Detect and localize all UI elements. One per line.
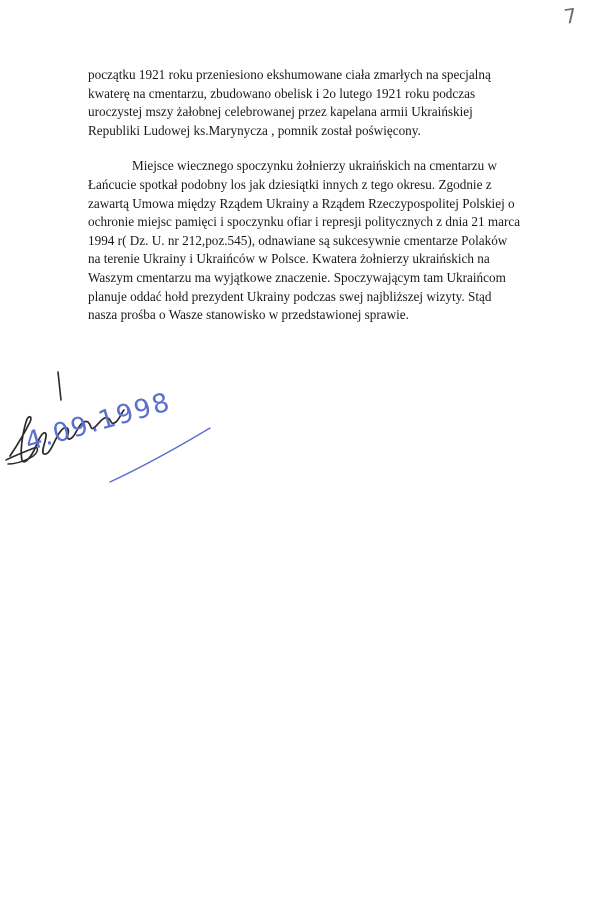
paragraph-2-line-4: ochronie miejsc pamięci i spoczynku ofiar i represji politycznych z dnia 21 marca <box>88 214 521 230</box>
paragraph-1-line-3: uroczystej mszy żałobnej celebrowanej przez kapelana armii Ukraińskiej <box>88 104 473 120</box>
paragraph-1 <box>88 66 558 140</box>
paragraph-1-line-2: kwaterę na cmentarzu, zbudowano obelisk i 2o lutego 1921 roku podczas <box>88 85 476 101</box>
page-number: 7 <box>562 3 579 29</box>
paragraph-2-line-9: nasza prośba o Wasze stanowisko w przedstawionej sprawie. <box>88 307 409 323</box>
paragraph-2-line-5: 1994 r( Dz. U. nr 212,poz.545), odnawiane są sukcesywnie cmentarze Polaków <box>88 232 508 248</box>
paragraph-1-line-1: początku 1921 roku przeniesiono ekshumowane ciała zmarłych na specjalną <box>88 67 491 82</box>
paragraph-2-line-7: Waszym cmentarzu ma wyjątkowe znaczenie. Spoczywającym tam Ukraińcom <box>88 269 506 285</box>
paragraph-2-line-2: Łańcucie spotkał podobny los jak dziesiątki innych z tego okresu. Zgodnie z <box>88 176 492 192</box>
paragraph-2 <box>88 157 558 324</box>
letter-body <box>88 66 558 325</box>
paragraph-1-line-4: Republiki Ludowej ks.Marynycza , pomnik został poświęcony. <box>88 122 421 138</box>
handwritten-date: 4.09.1998 <box>21 387 175 458</box>
paragraph-2-line-6: na terenie Ukrainy i Ukraińców w Polsce. Kwatera żołnierzy ukraińskich na <box>88 251 490 267</box>
paragraph-2-line-1: Miejsce wiecznego spoczynku żołnierzy ukraińskich na cmentarzu w <box>132 158 498 174</box>
paragraph-2-line-8: planuje oddać hołd prezydent Ukrainy podczas swej najbliższej wizyty. Stąd <box>88 288 492 304</box>
paragraph-2-line-3: zawartą Umowa między Rządem Ukrainy a Rządem Rzeczypospolitej Polskiej o <box>88 195 515 211</box>
